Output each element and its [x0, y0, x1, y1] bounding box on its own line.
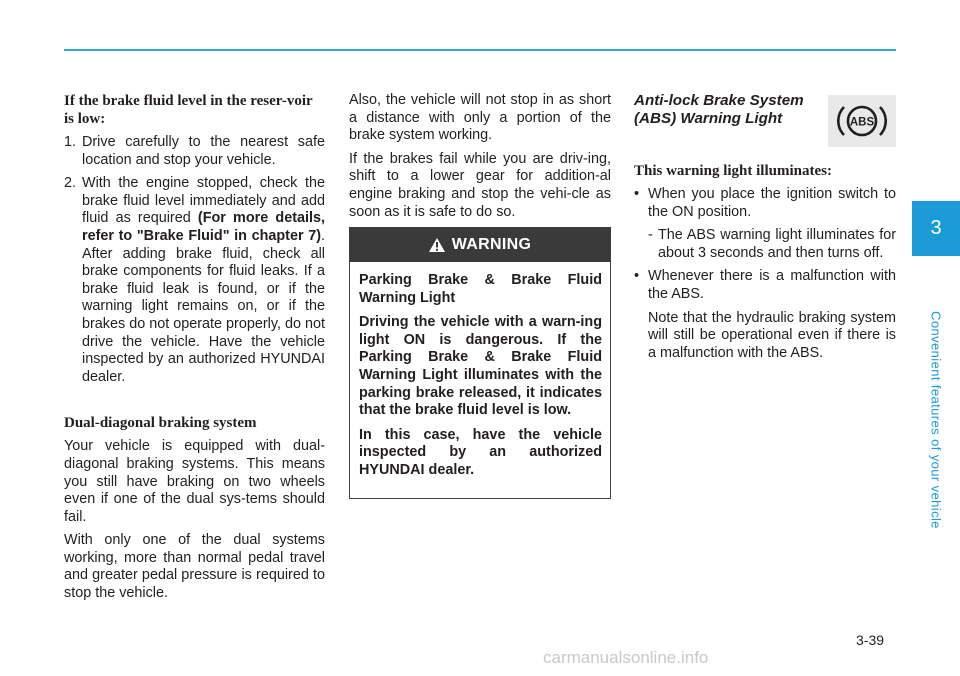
paragraph-continue: Also, the vehicle will not stop in as short a distance with only a portion of the brake system working.	[349, 92, 611, 144]
page-number: 3-39	[856, 632, 885, 648]
heading-dual-diagonal: Dual-diagonal braking system	[64, 415, 257, 432]
paragraph-dual-1: Your vehicle is equipped with dual-diagonal braking systems. This means you still have braking on two wheels even if one of the dual sys-tems should fail.	[64, 438, 325, 525]
column-1	[64, 92, 325, 609]
warning-triangle-icon	[429, 238, 445, 252]
abs-warning-icon	[828, 95, 896, 147]
step-2-number: 2.	[64, 175, 77, 192]
step-2-reference: (For more details, refer to "Brake Fluid" in chapter 7)	[82, 210, 325, 244]
warning-label: WARNING	[451, 236, 532, 253]
chapter-number: 3	[930, 217, 942, 239]
warning-text-1: Driving the vehicle with a warn-ing light ON is dangerous. If the Parking Brake & Brake Fluid Warning Light illuminates with the parking brake released, it indicates that the brake fluid level is low.	[359, 314, 602, 419]
warning-box	[349, 227, 611, 499]
dash-mark: -	[648, 227, 653, 244]
column-2	[349, 92, 611, 227]
abs-symbol-icon	[837, 100, 887, 142]
top-rule	[64, 49, 896, 51]
warning-title: Parking Brake & Brake Fluid Warning Light	[359, 272, 602, 306]
step-1-number: 1.	[64, 134, 77, 150]
abs-section-title: Anti-lock Brake System (ABS) Warning Light	[634, 92, 804, 127]
bullet-ignition-text: When you place the ignition switch to the ON position.	[648, 186, 896, 220]
heading-illuminates: This warning light illuminates:	[634, 163, 832, 179]
sub-item-illuminates	[648, 227, 896, 262]
heading-reservoir-low: If the brake fluid level in the reser-voir is low:	[64, 93, 313, 127]
paragraph-brake-fail: If the brakes fail while you are driv-ing, shift to a lower gear for addition-al engine braking and stop the vehi-cle as soon as it is safe to do so.	[349, 150, 611, 220]
warning-text-2: In this case, have the vehicle inspected by an authorized HYUNDAI dealer.	[359, 426, 602, 478]
paragraph-dual-2: With only one of the dual systems working, more than normal pedal travel and greater pedal pressure is required to stop the vehicle.	[64, 532, 325, 602]
step-2-text	[82, 175, 325, 386]
step-2	[64, 175, 325, 386]
step-2-text-b: . After adding brake fluid, check all brake components for fluid leaks. If a brake fluid leak is found, or if the warning light remains on, or if the brakes do not operate properly, do not drive the vehicle. Have the vehicle inspected by an authorized HYUNDAI dealer.	[82, 227, 325, 385]
abs-icon-text: ABS	[849, 116, 875, 129]
step-1	[64, 134, 325, 169]
watermark: carmanualsonline.info	[543, 648, 709, 667]
chapter-tab	[912, 201, 960, 256]
bullet-malfunction-text: Whenever there is a malfunction with the ABS.	[648, 268, 896, 302]
bullet-mark: •	[634, 186, 640, 202]
sub-item-text: The ABS warning light illuminates for about 3 seconds and then turns off.	[658, 227, 896, 261]
step-1-text: Drive carefully to the nearest safe location and stop your vehicle.	[82, 134, 325, 168]
chapter-title: Convenient features of your vehicle	[928, 311, 944, 529]
bullet-ignition	[634, 186, 896, 221]
bullet-malfunction	[634, 268, 896, 303]
note-hydraulic: Note that the hydraulic braking system will still be operational even if there is a malfunction with the ABS.	[648, 309, 896, 361]
bullet-mark: •	[634, 268, 640, 285]
step-2-text-a: With the engine stopped, check the brake fluid level immediately and add fluid as required	[82, 175, 325, 227]
warning-header	[350, 228, 610, 262]
warning-body	[350, 262, 610, 480]
